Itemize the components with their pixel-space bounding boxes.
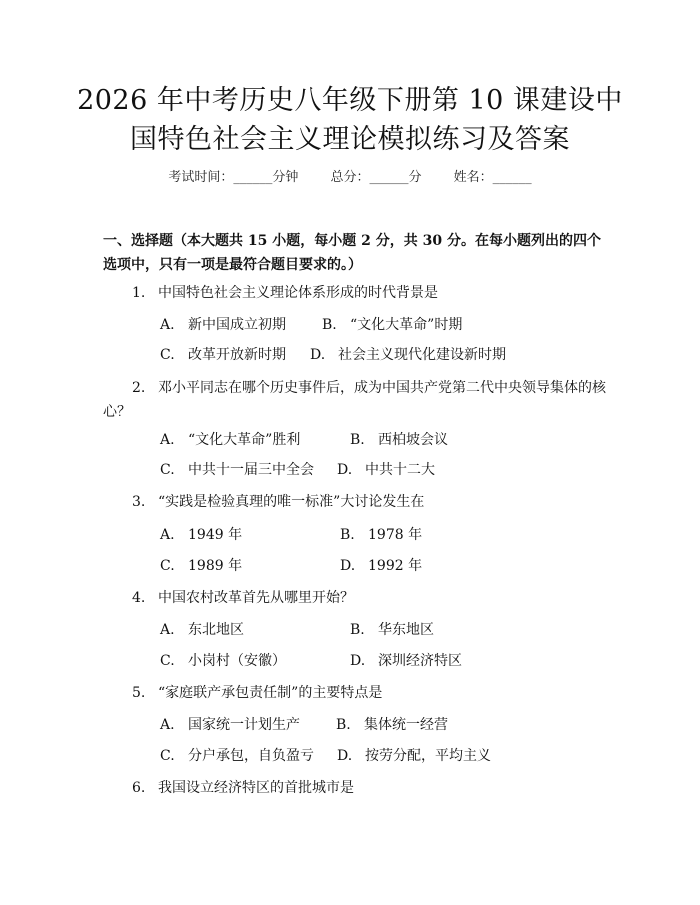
question-1	[132, 281, 612, 305]
option-text: 按劳分配，平均主义	[365, 748, 491, 764]
question-text: 中国农村改革首先从哪里开始？	[158, 590, 354, 606]
question-text: “实践是检验真理的唯一标准”大讨论发生在	[158, 494, 425, 510]
option-4d	[350, 651, 462, 671]
option-letter: A.	[160, 527, 175, 543]
option-letter: A.	[160, 717, 175, 733]
option-text: 国家统一计划生产	[188, 717, 300, 733]
option-letter: B.	[322, 317, 337, 333]
option-letter: D.	[310, 347, 326, 363]
option-letter: B.	[350, 432, 365, 448]
option-text: “文化大革命”时期	[350, 317, 463, 333]
option-2d	[337, 460, 435, 480]
question-text: “家庭联产承包责任制”的主要特点是	[158, 685, 383, 701]
option-3b	[340, 525, 422, 545]
option-text: 中共十二大	[365, 462, 435, 478]
question-5	[132, 681, 612, 705]
question-number: 5.	[132, 685, 146, 701]
exam-time: 考试时间：______分钟	[168, 170, 299, 185]
option-text: 社会主义现代化建设新时期	[338, 347, 506, 363]
option-text: 1989 年	[188, 558, 243, 574]
option-letter: B.	[340, 527, 355, 543]
option-letter: C.	[160, 347, 175, 363]
option-1b	[322, 315, 462, 335]
question-text: 中国特色社会主义理论体系形成的时代背景是	[158, 285, 438, 301]
option-letter: D.	[350, 653, 366, 669]
option-3c	[160, 556, 242, 576]
exam-score: 总分：______分	[330, 170, 422, 185]
option-1d	[310, 345, 506, 365]
option-text: 1978 年	[368, 527, 423, 543]
question-text: 邓小平同志在哪个历史事件后，成为中国共产党第二代中央领导集体的核心？	[103, 380, 606, 420]
option-letter: C.	[160, 748, 175, 764]
option-text: 小岗村（安徽）	[188, 653, 286, 669]
option-letter: A.	[160, 317, 175, 333]
question-6	[132, 776, 612, 800]
option-letter: D.	[337, 748, 353, 764]
option-text: 中共十一届三中全会	[188, 462, 314, 478]
option-text: 分户承包，自负盈亏	[188, 748, 314, 764]
option-letter: C.	[160, 462, 175, 478]
option-2b	[350, 430, 448, 450]
exam-info	[0, 168, 700, 188]
question-number: 1.	[132, 285, 146, 301]
option-5b	[336, 715, 448, 735]
option-letter: A.	[160, 622, 175, 638]
option-text: “文化大革命”胜利	[188, 432, 301, 448]
option-3a	[160, 525, 242, 545]
option-5a	[160, 715, 300, 735]
option-4c	[160, 651, 286, 671]
option-letter: B.	[350, 622, 365, 638]
option-text: 1949 年	[188, 527, 243, 543]
question-number: 4.	[132, 590, 146, 606]
option-letter: B.	[336, 717, 351, 733]
option-letter: D.	[337, 462, 353, 478]
option-2c	[160, 460, 314, 480]
option-1c	[160, 345, 286, 365]
option-text: 西柏坡会议	[378, 432, 448, 448]
option-letter: D.	[340, 558, 356, 574]
option-text: 深圳经济特区	[378, 653, 462, 669]
option-4b	[350, 620, 434, 640]
document-title-line-1: 2026 年中考历史八年级下册第 10 课建设中	[77, 85, 623, 116]
option-4a	[160, 620, 244, 640]
option-letter: A.	[160, 432, 175, 448]
option-text: 1992 年	[368, 558, 423, 574]
option-3d	[340, 556, 422, 576]
exam-name: 姓名：______	[453, 170, 532, 185]
option-2a	[160, 430, 300, 450]
question-3	[132, 490, 612, 514]
question-number: 2.	[132, 380, 146, 396]
question-2	[103, 376, 613, 424]
question-text: 我国设立经济特区的首批城市是	[158, 780, 354, 796]
option-1a	[160, 315, 286, 335]
option-text: 华东地区	[378, 622, 434, 638]
option-letter: C.	[160, 558, 175, 574]
option-5d	[337, 746, 491, 766]
option-5c	[160, 746, 314, 766]
question-number: 3.	[132, 494, 146, 510]
option-text: 东北地区	[188, 622, 244, 638]
document-title-line-2: 国特色社会主义理论模拟练习及答案	[130, 124, 570, 155]
question-4	[132, 586, 612, 610]
option-letter: C.	[160, 653, 175, 669]
option-text: 集体统一经营	[364, 717, 448, 733]
question-number: 6.	[132, 780, 146, 796]
option-text: 改革开放新时期	[188, 347, 286, 363]
section-heading: 一、选择题（本大题共 15 小题，每小题 2 分，共 30 分。在每小题列出的四个选项中，只有一项是最符合题目要求的。）	[103, 233, 601, 273]
option-text: 新中国成立初期	[188, 317, 286, 333]
